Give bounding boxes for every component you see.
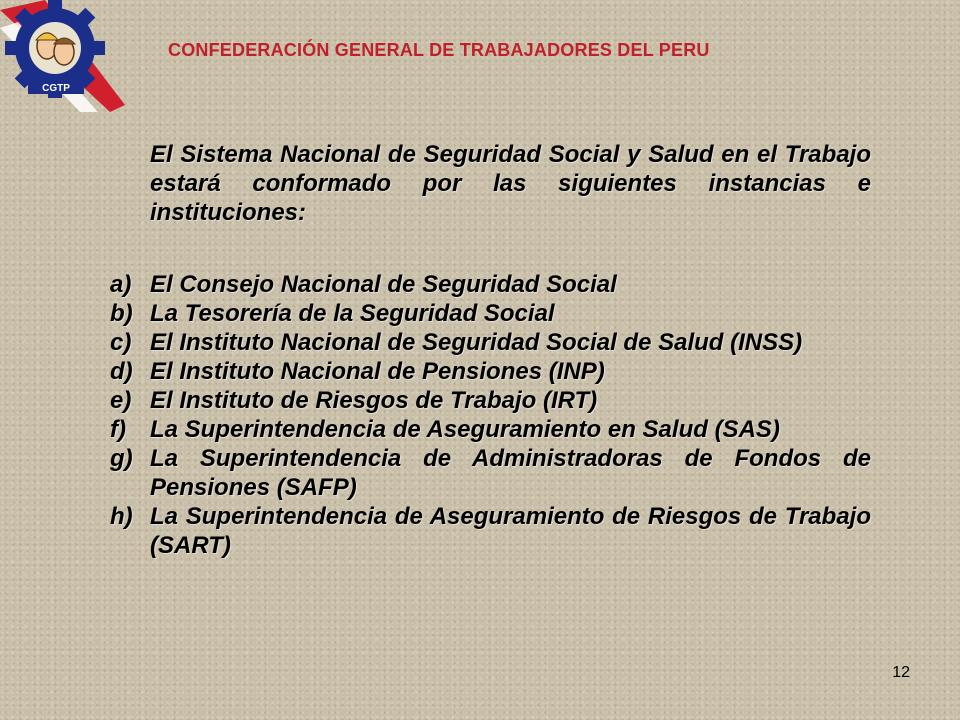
institutions-list	[110, 270, 871, 560]
intro-paragraph: El Sistema Nacional de Seguridad Social y Salud en el Trabajo estará conformado por las siguientes instancias e instituciones:	[150, 141, 871, 226]
list-item-text: El Instituto Nacional de Pensiones (INP)	[150, 358, 605, 385]
list-marker: f)	[110, 416, 126, 443]
list-item-text: La Superintendencia de Aseguramiento en Salud (SAS)	[150, 416, 780, 443]
list-marker: e)	[110, 387, 132, 414]
list-item	[110, 270, 871, 299]
list-item-text: La Superintendencia de Administradoras de Fondos de Pensiones (SAFP)	[150, 445, 871, 501]
list-item	[110, 502, 871, 560]
list-item-text: La Superintendencia de Aseguramiento de Riesgos de Trabajo (SART)	[150, 503, 871, 559]
list-marker: d)	[110, 358, 133, 385]
logo-text: CGTP	[42, 83, 70, 94]
list-item	[110, 444, 871, 502]
list-item	[110, 357, 871, 386]
list-marker: h)	[110, 503, 133, 530]
list-item-text: El Instituto Nacional de Seguridad Social de Salud (INSS)	[150, 329, 803, 356]
list-marker: g)	[110, 445, 133, 472]
list-item	[110, 386, 871, 415]
list-item-text: La Tesorería de la Seguridad Social	[150, 300, 555, 327]
list-marker: c)	[110, 329, 132, 356]
page-number: 12	[892, 664, 910, 681]
list-marker: b)	[110, 300, 133, 327]
organization-title: CONFEDERACIÓN GENERAL DE TRABAJADORES DEL PERU	[168, 40, 710, 60]
list-item	[110, 328, 871, 357]
list-item-text: El Consejo Nacional de Seguridad Social	[150, 271, 617, 298]
cgtp-logo	[0, 0, 125, 112]
list-item-text: El Instituto de Riesgos de Trabajo (IRT)	[150, 387, 598, 414]
list-marker: a)	[110, 271, 132, 298]
list-item	[110, 415, 871, 444]
list-item	[110, 299, 871, 328]
